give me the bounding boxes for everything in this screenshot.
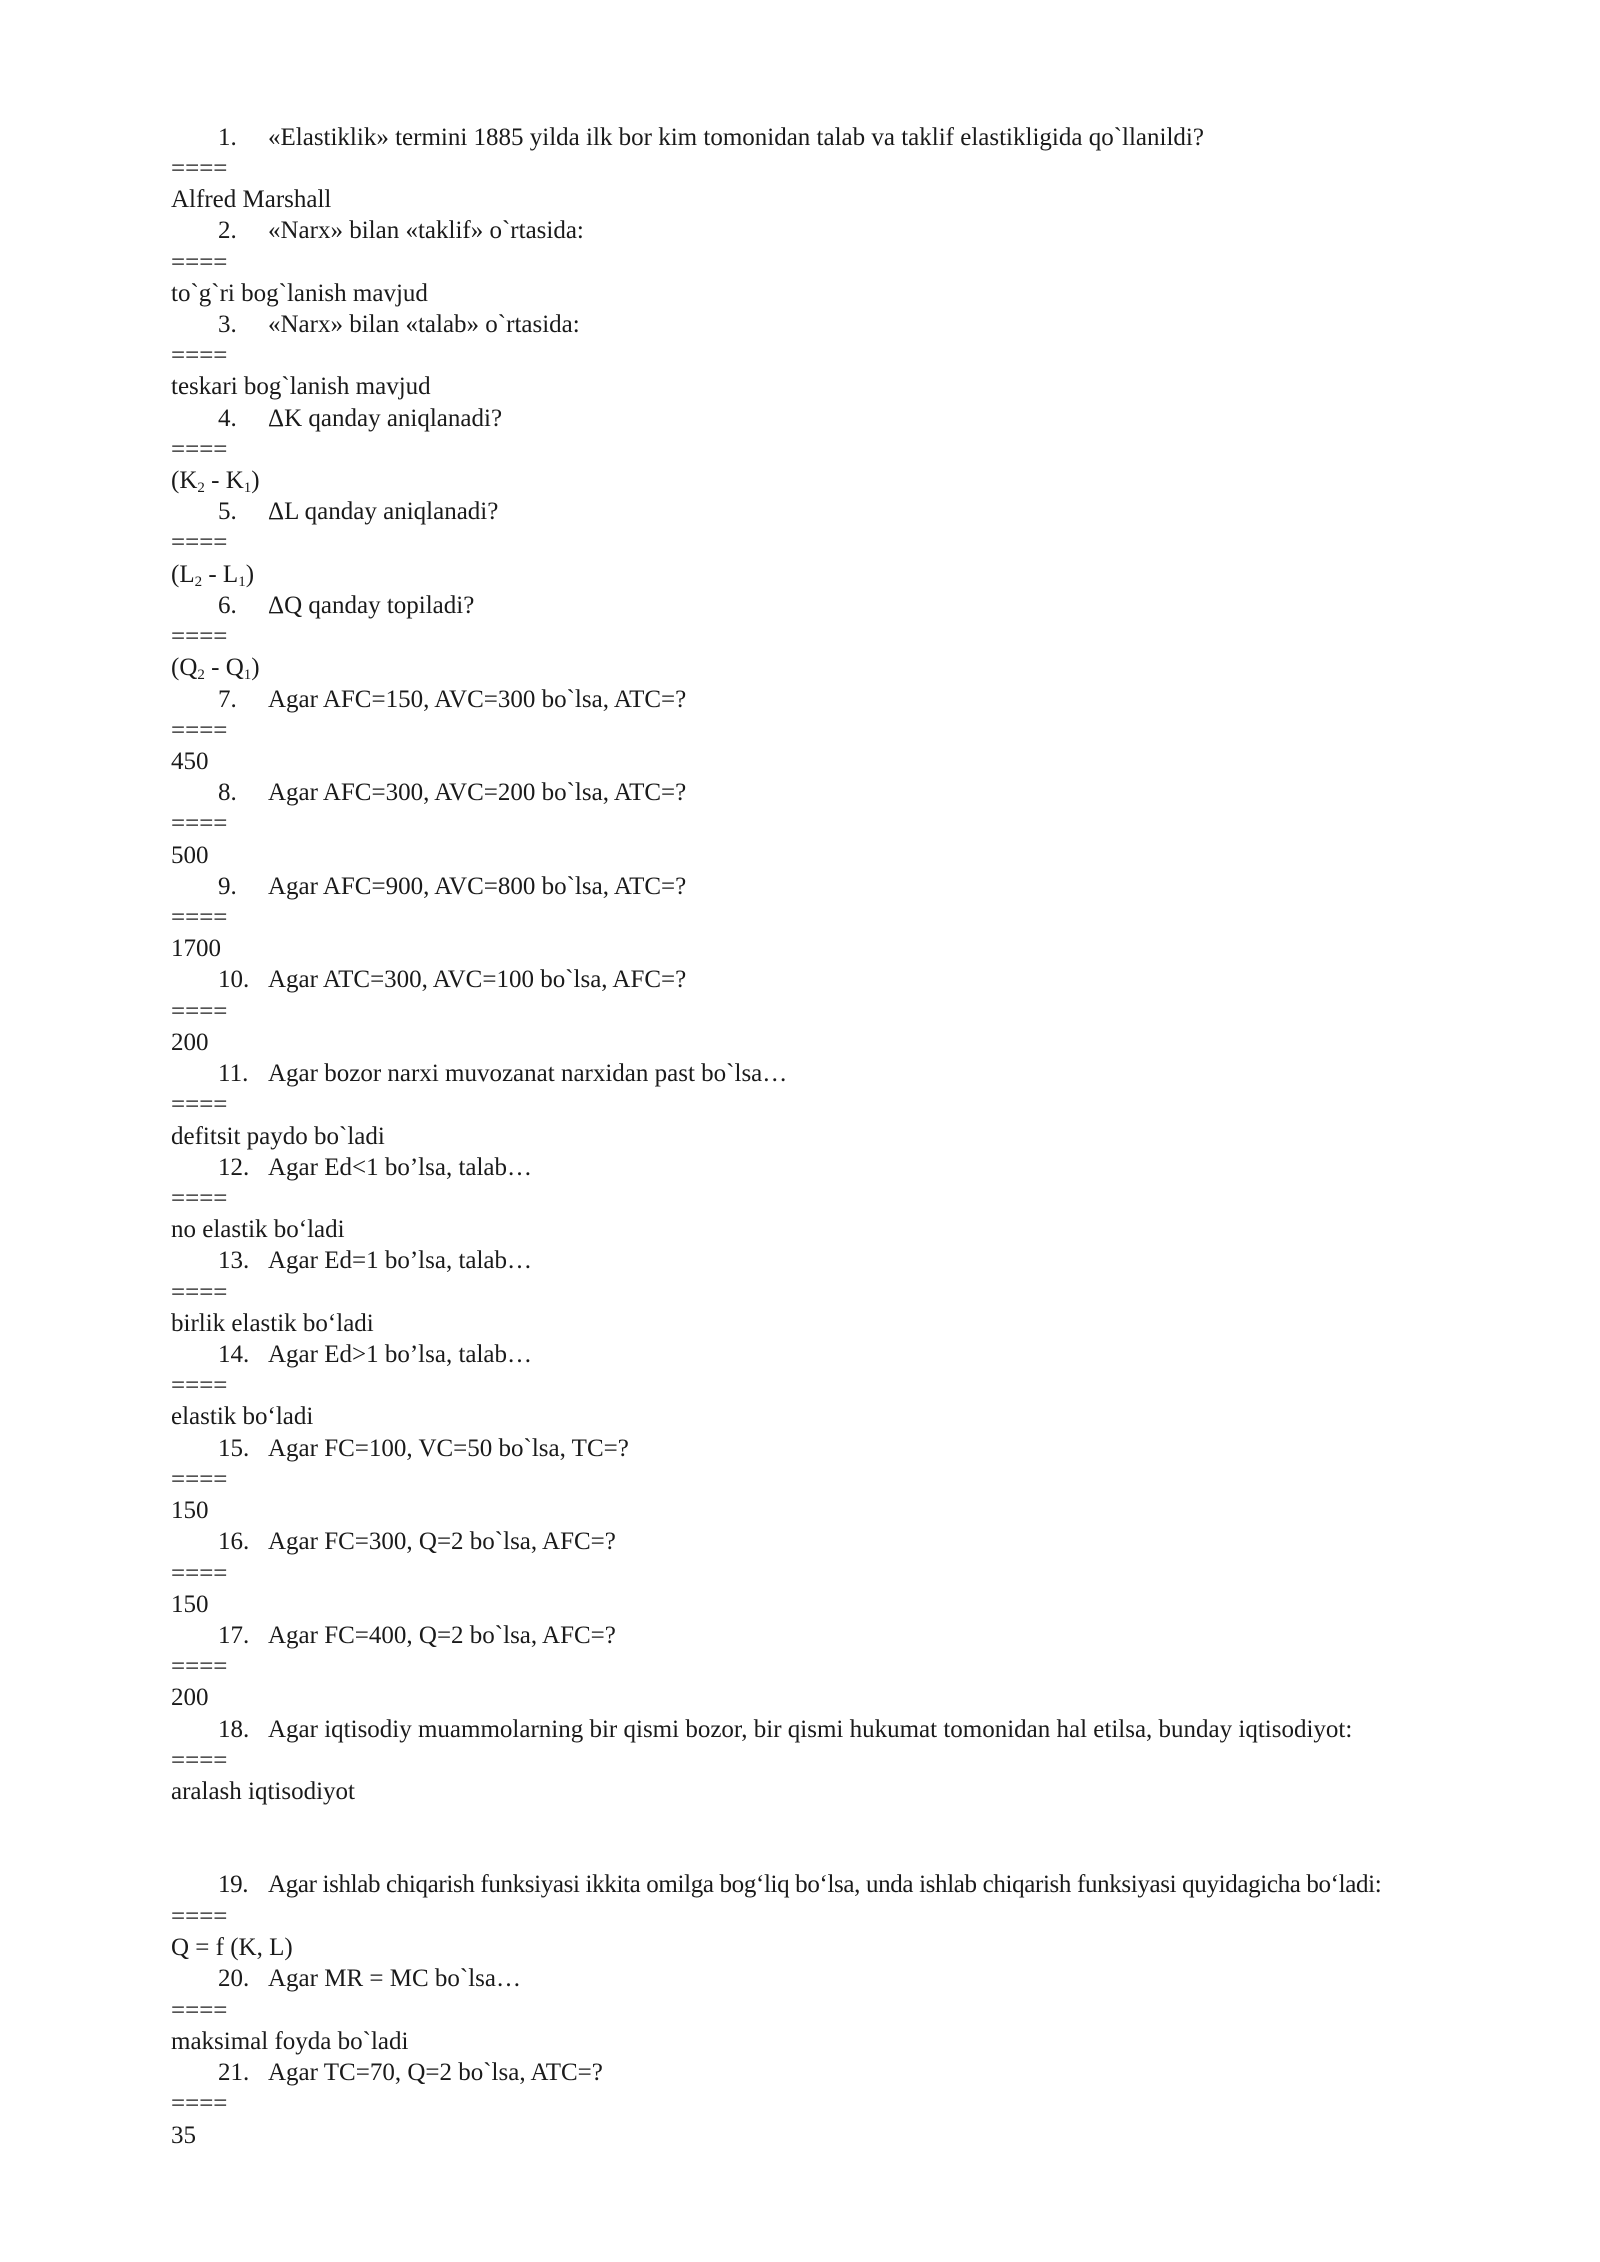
separator-15: ==== <box>171 1466 228 1493</box>
answer-4 <box>171 465 260 496</box>
question-text: Agar Ed>1 bo’lsa, talab… <box>268 1341 533 1368</box>
question-9 <box>218 871 686 902</box>
question-text: Agar TC=70, Q=2 bo`lsa, ATC=? <box>268 2059 603 2086</box>
question-8 <box>218 777 686 808</box>
question-4 <box>218 403 502 434</box>
answer-5 <box>171 559 254 590</box>
question-number: 4. <box>218 405 237 432</box>
separator-3: ==== <box>171 342 228 369</box>
separator-14: ==== <box>171 1372 228 1399</box>
answer-7: 450 <box>171 748 209 775</box>
question-text: Agar bozor narxi muvozanat narxidan past bo`lsa… <box>268 1060 788 1087</box>
question-number: 6. <box>218 592 237 619</box>
question-number: 15. <box>218 1435 250 1462</box>
question-16 <box>218 1526 616 1557</box>
question-text: Agar FC=400, Q=2 bo`lsa, AFC=? <box>268 1622 616 1649</box>
question-text: ΔQ qanday topiladi? <box>268 592 475 619</box>
separator-18: ==== <box>171 1747 228 1774</box>
question-text: ΔK qanday aniqlanadi? <box>268 405 503 432</box>
separator-12: ==== <box>171 1185 228 1212</box>
question-number: 11. <box>218 1060 249 1087</box>
question-2 <box>218 215 584 246</box>
question-text: Agar AFC=150, AVC=300 bo`lsa, ATC=? <box>268 686 687 713</box>
formula-mid: - Q <box>204 654 244 681</box>
question-19 <box>218 1869 1381 1900</box>
formula-mid: - K <box>204 467 244 494</box>
answer-12: no elastik bo‘ladi <box>171 1216 345 1243</box>
answer-9: 1700 <box>171 935 221 962</box>
question-number: 1. <box>218 124 237 151</box>
answer-15: 150 <box>171 1497 209 1524</box>
formula-close: ) <box>251 467 260 494</box>
question-number: 20. <box>218 1965 250 1992</box>
formula-close: ) <box>251 654 260 681</box>
question-number: 21. <box>218 2059 250 2086</box>
question-number: 3. <box>218 311 237 338</box>
question-number: 13. <box>218 1247 250 1274</box>
answer-13: birlik elastik bo‘ladi <box>171 1310 374 1337</box>
question-number: 7. <box>218 686 237 713</box>
question-text: Agar Ed<1 bo’lsa, talab… <box>268 1154 533 1181</box>
answer-3: teskari bog`lanish mavjud <box>171 373 431 400</box>
separator-2: ==== <box>171 249 228 276</box>
separator-7: ==== <box>171 717 228 744</box>
subscript: 1 <box>243 667 252 683</box>
question-number: 19. <box>218 1871 249 1898</box>
answer-20: maksimal foyda bo`ladi <box>171 2028 409 2055</box>
question-3 <box>218 309 580 340</box>
formula-open: (K <box>171 467 198 494</box>
separator-20: ==== <box>171 1997 228 2024</box>
separator-6: ==== <box>171 623 228 650</box>
question-13 <box>218 1245 532 1276</box>
answer-21: 35 <box>171 2122 196 2149</box>
question-number: 8. <box>218 779 237 806</box>
formula-mid: - L <box>202 561 239 588</box>
question-text: «Elastiklik» termini 1885 yilda ilk bor kim tomonidan talab va taklif elastikligida qo`llanildi? <box>268 124 1204 151</box>
question-number: 16. <box>218 1528 250 1555</box>
question-number: 12. <box>218 1154 250 1181</box>
answer-18: aralash iqtisodiyot <box>171 1778 355 1805</box>
answer-17: 200 <box>171 1684 209 1711</box>
separator-21: ==== <box>171 2090 228 2117</box>
question-11 <box>218 1058 787 1089</box>
subscript: 2 <box>197 667 205 683</box>
answer-1: Alfred Marshall <box>171 186 332 213</box>
question-number: 9. <box>218 873 237 900</box>
question-6 <box>218 590 474 621</box>
answer-11: defitsit paydo bo`ladi <box>171 1123 385 1150</box>
answer-2: to`g`ri bog`lanish mavjud <box>171 280 428 307</box>
question-text: ΔL qanday aniqlanadi? <box>268 498 499 525</box>
question-text: Agar FC=100, VC=50 bo`lsa, TC=? <box>268 1435 629 1462</box>
question-number: 10. <box>218 966 250 993</box>
separator-13: ==== <box>171 1279 228 1306</box>
separator-8: ==== <box>171 810 228 837</box>
subscript: 2 <box>194 574 203 590</box>
separator-16: ==== <box>171 1560 228 1587</box>
separator-19: ==== <box>171 1903 228 1930</box>
separator-10: ==== <box>171 998 228 1025</box>
question-21 <box>218 2057 603 2088</box>
answer-10: 200 <box>171 1029 209 1056</box>
question-text: «Narx» bilan «talab» o`rtasida: <box>268 311 580 338</box>
question-number: 17. <box>218 1622 250 1649</box>
question-number: 5. <box>218 498 237 525</box>
question-17 <box>218 1620 616 1651</box>
question-18 <box>218 1714 1352 1745</box>
subscript: 1 <box>243 480 252 496</box>
question-number: 2. <box>218 217 237 244</box>
question-text: «Narx» bilan «taklif» o`rtasida: <box>268 217 584 244</box>
question-10 <box>218 964 686 995</box>
question-number: 18. <box>218 1716 250 1743</box>
question-14 <box>218 1339 532 1370</box>
question-text: Agar AFC=900, AVC=800 bo`lsa, ATC=? <box>268 873 687 900</box>
question-text: Agar AFC=300, AVC=200 bo`lsa, ATC=? <box>268 779 687 806</box>
subscript: 1 <box>238 574 246 590</box>
answer-6 <box>171 652 260 683</box>
answer-16: 150 <box>171 1591 209 1618</box>
subscript: 2 <box>197 480 205 496</box>
separator-17: ==== <box>171 1653 228 1680</box>
separator-5: ==== <box>171 529 228 556</box>
question-7 <box>218 684 686 715</box>
answer-8: 500 <box>171 842 209 869</box>
question-15 <box>218 1433 629 1464</box>
formula-close: ) <box>245 561 255 588</box>
formula-open: (L <box>171 561 195 588</box>
question-1 <box>218 122 1204 153</box>
answer-14: elastik bo‘ladi <box>171 1403 314 1430</box>
question-text: Agar Ed=1 bo’lsa, talab… <box>268 1247 533 1274</box>
question-5 <box>218 496 498 527</box>
question-text: Agar iqtisodiy muammolarning bir qismi bozor, bir qismi hukumat tomonidan hal etilsa, bunday iqtisodiyot: <box>268 1716 1353 1743</box>
question-text: Agar ishlab chiqarish funksiyasi ikkita omilga bog‘liq bo‘lsa, unda ishlab chiqarish funksiyasi quyidagicha bo‘ladi: <box>268 1871 1382 1898</box>
formula-open: (Q <box>171 654 198 681</box>
separator-1: ==== <box>171 155 228 182</box>
question-20 <box>218 1963 521 1994</box>
separator-11: ==== <box>171 1091 228 1118</box>
separator-9: ==== <box>171 904 228 931</box>
question-number: 14. <box>218 1341 250 1368</box>
separator-4: ==== <box>171 436 228 463</box>
question-12 <box>218 1152 532 1183</box>
question-text: Agar MR = MC bo`lsa… <box>268 1965 521 1992</box>
question-text: Agar ATC=300, AVC=100 bo`lsa, AFC=? <box>268 966 687 993</box>
answer-19: Q = f (K, L) <box>171 1934 293 1961</box>
question-text: Agar FC=300, Q=2 bo`lsa, AFC=? <box>268 1528 616 1555</box>
